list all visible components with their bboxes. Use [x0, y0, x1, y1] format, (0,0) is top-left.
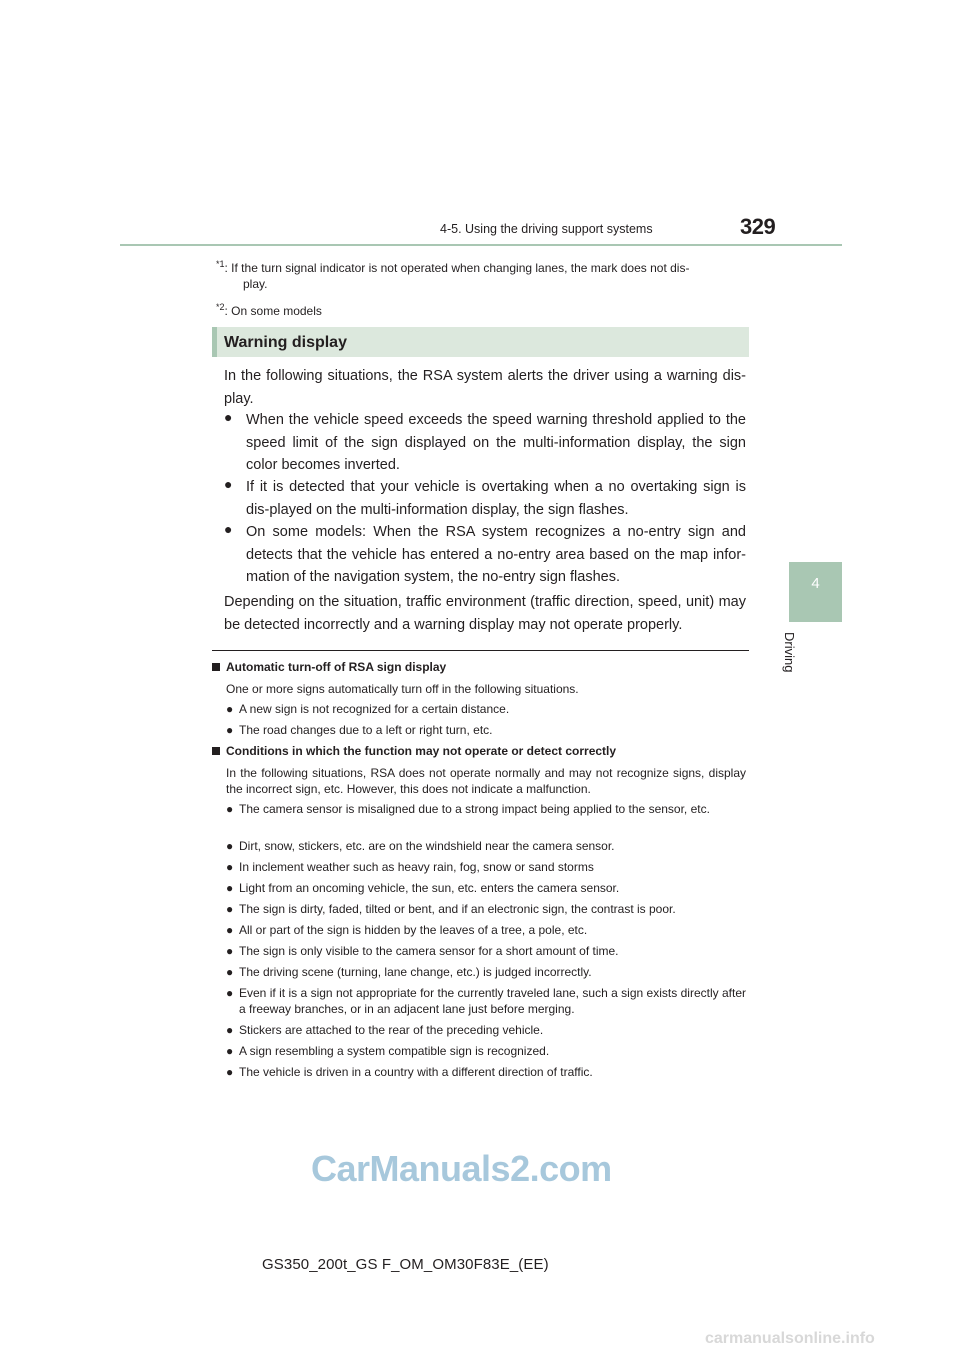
footnote-2-text: : On some models — [224, 304, 322, 318]
list-item — [226, 1043, 746, 1059]
list-item — [226, 985, 746, 1017]
list-item-text: A sign resembling a system compatible sign is recognized. — [239, 1044, 550, 1058]
subheading-auto-turn-off — [212, 660, 446, 674]
bullet-icon: ● — [226, 723, 234, 737]
list-item-text: In inclement weather such as heavy rain, fog, snow or sand storms — [239, 860, 594, 874]
warning-outro: Depending on the situation, traffic environment (traffic direction, speed, unit) may be detected incorrectly and a warning display may not operate properly. — [224, 594, 746, 633]
watermark-bottom: carmanualsonline.info — [705, 1330, 875, 1347]
bullet-icon: ● — [226, 1044, 234, 1058]
chapter-number: 4 — [811, 575, 820, 592]
list-item — [226, 801, 746, 833]
subheading-text: Automatic turn-off of RSA sign display — [226, 660, 447, 674]
list-item-text: The driving scene (turning, lane change, etc.) is judged incorrectly. — [239, 965, 592, 979]
bullet-icon: ● — [226, 702, 234, 716]
footnote-1-mark: *1 — [216, 259, 225, 269]
list-item-text: Dirt, snow, stickers, etc. are on the windshield near the camera sensor. — [239, 839, 615, 853]
list-item-text: The camera sensor is misaligned due to a strong impact being applied to the sensor, etc. — [239, 802, 710, 816]
bullet-icon: ● — [226, 881, 234, 895]
warning-bullet-text: On some models: When the RSA system recognizes a no-entry sign and detects that the vehicle has entered a no-entry area based on the map infor-mation of the navigation system, the no-entry sign flashes. — [246, 524, 746, 585]
chapter-tab — [789, 562, 842, 622]
bullet-icon: ● — [226, 860, 234, 874]
list-item-text: All or part of the sign is hidden by the leaves of a tree, a pole, etc. — [239, 923, 588, 937]
list-item — [226, 859, 746, 875]
list-item-text: The road changes due to a left or right turn, etc. — [239, 723, 493, 737]
bullet-icon: ● — [226, 965, 234, 979]
bullet-icon: ● — [224, 476, 233, 492]
section-title: 4-5. Using the driving support systems — [440, 222, 653, 236]
warning-bullet-text: If it is detected that your vehicle is overtaking when a no overtaking sign is dis-played on the multi-information display, the sign flashes. — [246, 479, 746, 518]
list-item — [226, 1064, 746, 1080]
footnote-1-text: : If the turn signal indicator is not operated when changing lanes, the mark does not dis- — [224, 261, 690, 275]
section-divider — [212, 650, 749, 651]
warning-bullet — [224, 409, 746, 475]
subheading-conditions — [212, 744, 616, 758]
list-item — [226, 1022, 746, 1038]
bullet-icon: ● — [226, 1065, 234, 1079]
list-item — [226, 701, 746, 717]
list-item-text: A new sign is not recognized for a certain distance. — [239, 702, 510, 716]
conditions-intro: In the following situations, RSA does not operate normally and may not recognize signs, display the incorrect sign, etc. However, this does not indicate a malfunction. — [226, 766, 746, 796]
square-bullet-icon — [212, 663, 220, 671]
document-id: GS350_200t_GS F_OM_OM30F83E_(EE) — [262, 1256, 549, 1273]
footnote-1-continuation: play. — [243, 277, 268, 291]
list-item — [226, 880, 746, 896]
warning-bullet-text: When the vehicle speed exceeds the speed warning threshold applied to the speed limit of the sign displayed on the multi-information display, the sign color becomes inverted. — [246, 412, 746, 473]
bullet-icon: ● — [224, 521, 233, 537]
list-item-text: Stickers are attached to the rear of the preceding vehicle. — [239, 1023, 544, 1037]
bullet-icon: ● — [226, 902, 234, 916]
bullet-icon: ● — [226, 923, 234, 937]
page-number: 329 — [740, 214, 776, 239]
list-item-text: Light from an oncoming vehicle, the sun, etc. enters the camera sensor. — [239, 881, 620, 895]
warning-bullet — [224, 476, 746, 520]
bullet-icon: ● — [226, 839, 234, 853]
warning-intro: In the following situations, the RSA system alerts the driver using a warning dis-play. — [224, 368, 746, 407]
section-heading: Warning display — [224, 334, 347, 351]
list-item — [226, 943, 746, 959]
bullet-icon: ● — [226, 802, 234, 816]
footnote-2 — [216, 299, 322, 320]
warning-bullet — [224, 521, 746, 587]
header-rule — [120, 244, 842, 246]
list-item-text: The vehicle is driven in a country with a different direction of traffic. — [239, 1065, 593, 1079]
list-item-text: The sign is only visible to the camera sensor for a short amount of time. — [239, 944, 619, 958]
footnote-1 — [216, 256, 756, 277]
bullet-icon: ● — [226, 1023, 234, 1037]
chapter-label-text: Driving — [782, 632, 797, 673]
list-item-text: Even if it is a sign not appropriate for the currently traveled lane, such a sign exists directly after a freeway branches, or in an adjacent lane just before merging. — [239, 986, 746, 1016]
bullet-icon: ● — [224, 409, 233, 425]
chapter-label — [782, 632, 800, 676]
square-bullet-icon — [212, 747, 220, 755]
section-header-accent — [212, 327, 217, 357]
list-item — [226, 922, 746, 938]
list-item — [226, 722, 746, 738]
bullet-icon: ● — [226, 986, 234, 1000]
list-item — [226, 838, 746, 854]
auto-turn-off-intro: One or more signs automatically turn off in the following situations. — [226, 682, 579, 696]
footnote-2-mark: *2 — [216, 302, 225, 312]
list-item — [226, 964, 746, 980]
list-item — [226, 901, 746, 917]
bullet-icon: ● — [226, 944, 234, 958]
list-item-text: The sign is dirty, faded, tilted or bent, and if an electronic sign, the contrast is poor. — [239, 902, 676, 916]
subheading-text: Conditions in which the function may not operate or detect correctly — [226, 744, 617, 758]
watermark-logo: CarManuals2.com — [311, 1148, 612, 1189]
